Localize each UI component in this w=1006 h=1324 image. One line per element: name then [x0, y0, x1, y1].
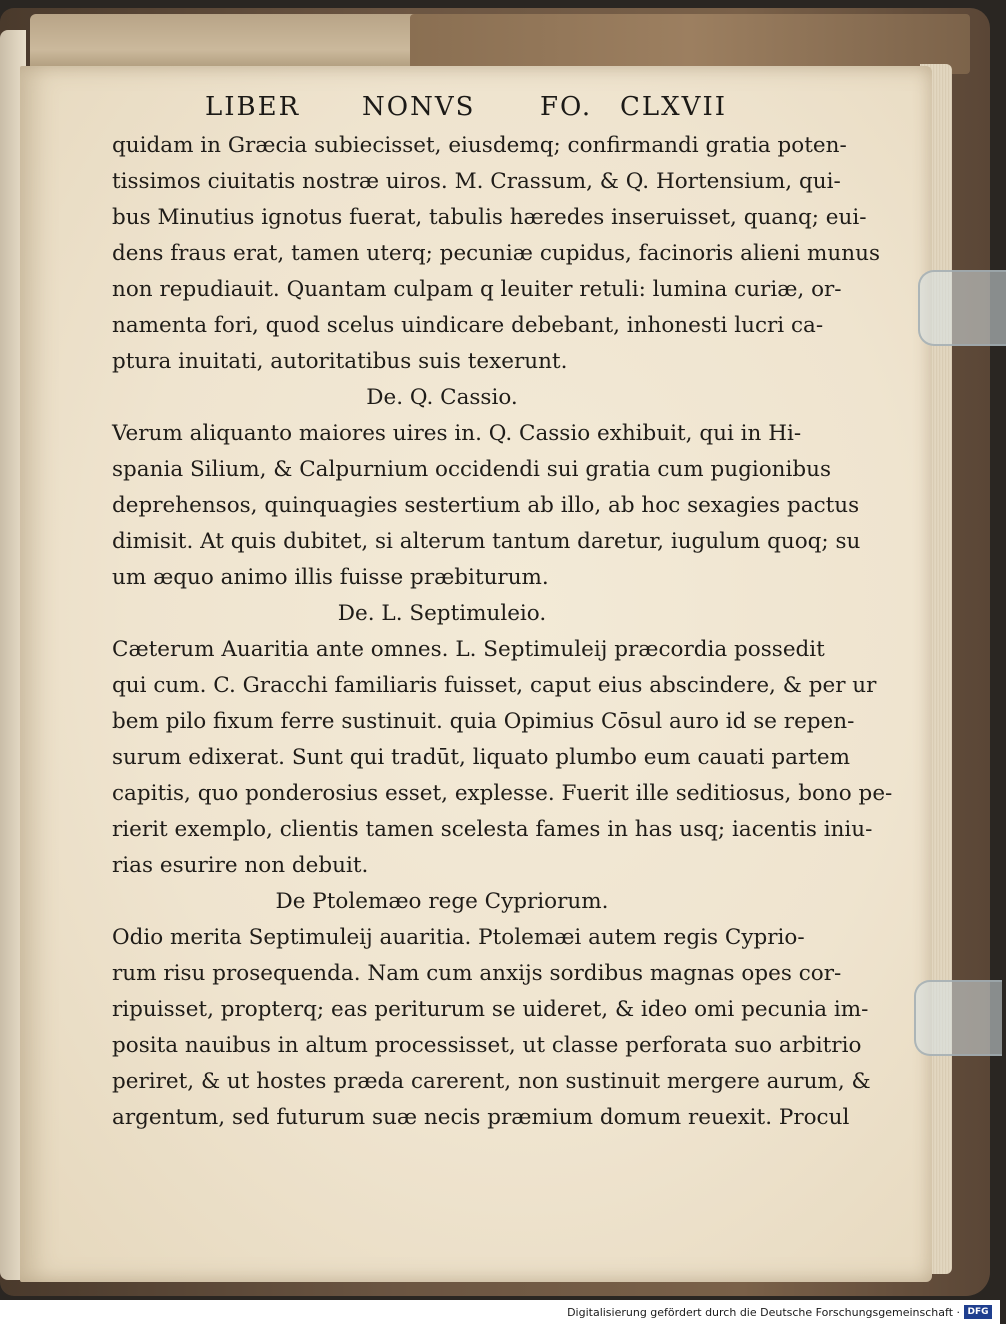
- section-heading: De. L. Septimuleio.: [337, 601, 547, 626]
- text-line: tissimos ciuitatis nostræ uiros. M. Crassum, & Q. Hortensium, qui-: [112, 169, 841, 194]
- section-heading: De Ptolemæo rege Cypriorum.: [275, 889, 609, 914]
- text-line: namenta fori, quod scelus uindicare debebant, inhonesti lucri ca-: [112, 313, 824, 338]
- text-line: quidam in Græcia subiecisset, eiusdemq; confirmandi gratia poten-: [112, 133, 847, 158]
- text-line: ripuisset, propterq; eas periturum se uideret, & ideo omi pecunia im-: [112, 997, 869, 1022]
- dfg-logo-icon: DFG: [964, 1305, 992, 1319]
- running-head-left: LIBER: [205, 92, 301, 122]
- footer-credit: Digitalisierung gefördert durch die Deutsche Forschungsgemeinschaft ·: [567, 1306, 960, 1319]
- text-line: Odio merita Septimuleij auaritia. Ptolemæi autem regis Cyprio-: [112, 925, 805, 950]
- folio-number: CLXVII: [620, 92, 727, 122]
- text-line: bus Minutius ignotus fuerat, tabulis hæredes inseruisset, quanq; eui-: [112, 205, 867, 230]
- text-line: bem pilo fixum ferre sustinuit. quia Opimius Cōsul auro id se repen-: [112, 709, 855, 734]
- text-line: um æquo animo illis fuisse præbiturum.: [112, 565, 549, 590]
- text-block: [112, 128, 893, 1136]
- text-line: Cæterum Auaritia ante omnes. L. Septimuleij præcordia possedit: [112, 637, 825, 662]
- text-line: qui cum. C. Gracchi familiaris fuisset, caput eius abscindere, & per ur: [112, 673, 877, 698]
- text-line: deprehensos, quinquagies sestertium ab illo, ab hoc sexagies pactus: [112, 493, 860, 518]
- text-line: non repudiauit. Quantam culpam q leuiter retuli: lumina curiæ, or-: [112, 277, 842, 302]
- worn-binding: [410, 14, 970, 74]
- text-line: ptura inuitati, autoritatibus suis texerunt.: [112, 349, 568, 374]
- running-head: [0, 92, 1000, 128]
- text-line: argentum, sed futurum suæ necis præmium domum reuexit. Procul: [112, 1105, 850, 1130]
- text-line: spania Silium, & Calpurnium occidendi sui gratia cum pugionibus: [112, 457, 832, 482]
- text-line: Verum aliquanto maiores uires in. Q. Cassio exhibuit, qui in Hi-: [112, 421, 802, 446]
- page-clip-bottom: [914, 980, 1002, 1056]
- text-line: posita nauibus in altum processisset, ut classe perforata suo arbitrio: [112, 1033, 862, 1058]
- section-heading: De. Q. Cassio.: [366, 385, 518, 410]
- text-line: dens fraus erat, tamen uterq; pecuniæ cupidus, facinoris alieni munus: [112, 241, 880, 266]
- footer-bar: [0, 1300, 1000, 1324]
- running-head-fo: FO.: [540, 92, 593, 122]
- text-line: periret, & ut hostes præda carerent, non sustinuit mergere aurum, &: [112, 1069, 871, 1094]
- text-line: rierit exemplo, clientis tamen scelesta fames in has usq; iacentis iniu-: [112, 817, 873, 842]
- book-top-edge: [30, 14, 960, 74]
- running-head-center: NONVS: [362, 92, 476, 122]
- text-line: dimisit. At quis dubitet, si alterum tantum daretur, iugulum quoq; su: [112, 529, 861, 554]
- text-line: rias esurire non debuit.: [112, 853, 369, 878]
- text-line: rum risu prosequenda. Nam cum anxijs sordibus magnas opes cor-: [112, 961, 842, 986]
- text-line: surum edixerat. Sunt qui tradūt, liquato plumbo eum cauati partem: [112, 745, 851, 770]
- page-clip-top: [918, 270, 1006, 346]
- text-line: capitis, quo ponderosius esset, explesse. Fuerit ille seditiosus, bono pe-: [112, 781, 893, 806]
